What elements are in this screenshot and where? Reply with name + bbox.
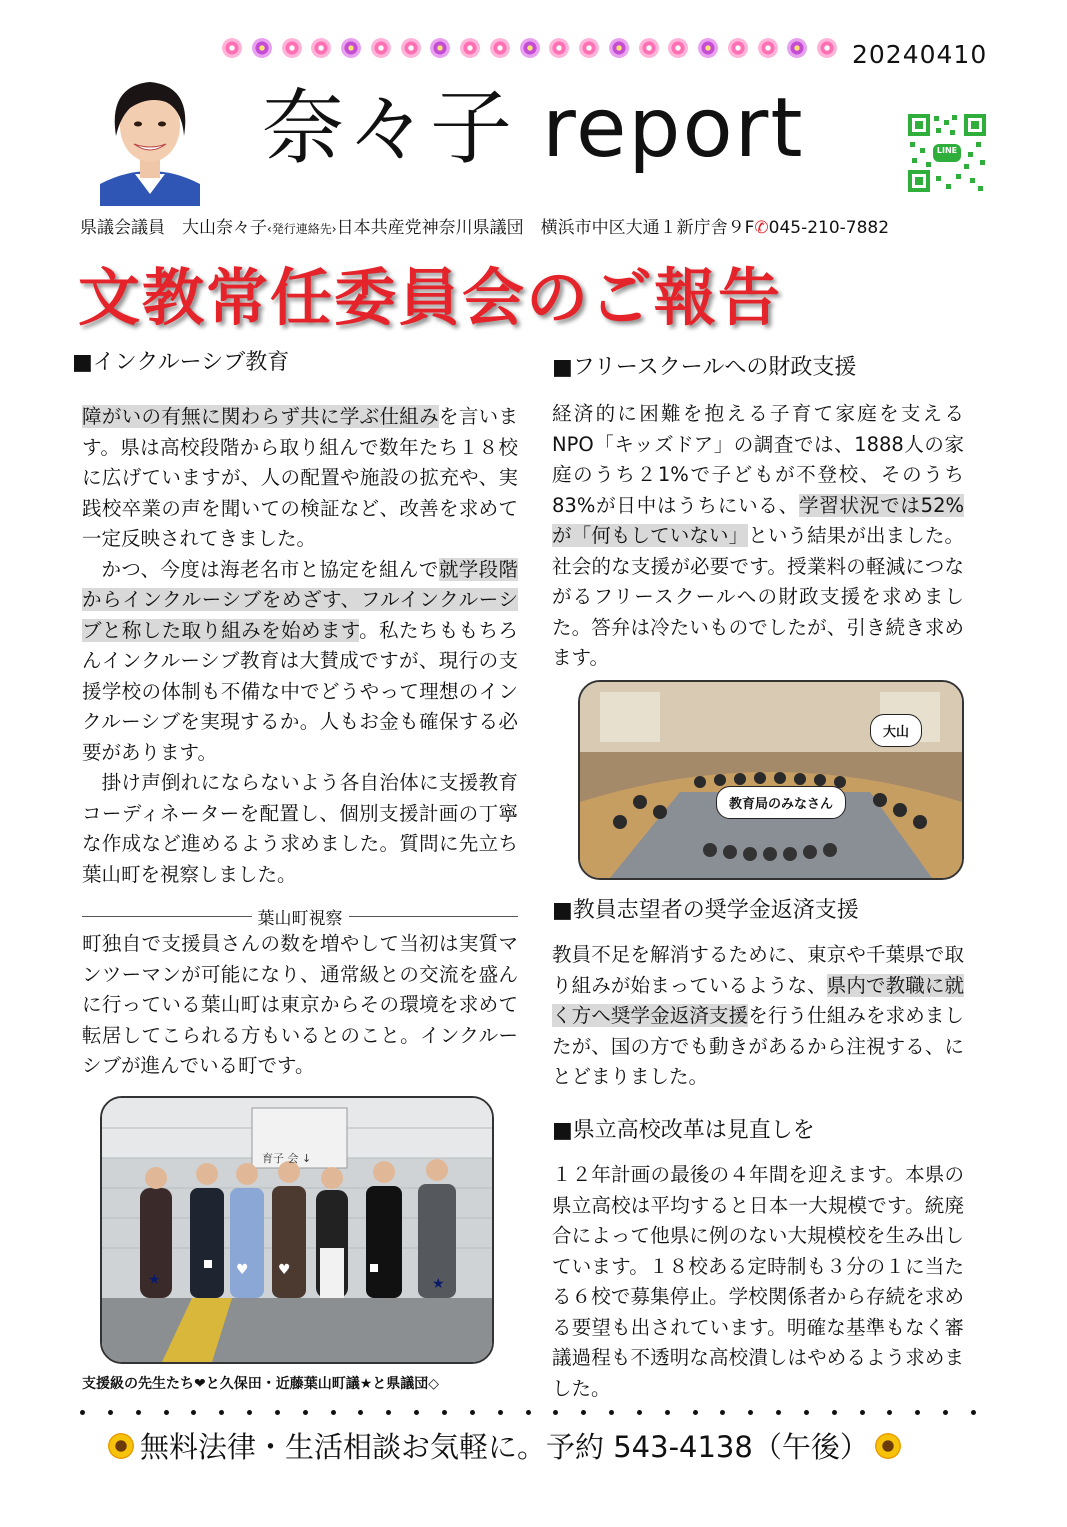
bubble-oyama: 大山 [870,714,922,747]
main-headline: 文教常任委員会のご報告 [78,261,783,334]
section-title-freeschool: ■フリースクールへの財政支援 [552,355,857,380]
freeschool-body [552,399,964,674]
flower-icon [758,38,778,58]
group-photo [100,1096,494,1364]
flower-icon [252,38,272,58]
highlight-text: 障がいの有無に関わらず共に学ぶ仕組み [82,405,439,428]
highschool-body: １２年計画の最後の４年間を迎えます。本県の県立高校は平均すると日本一大規模です。統廃合によって他県に例のない大規模校を生み出しています。１８校ある定時制も３分の１に当たる６校で募集停止。学校関係者から存続を求める要望も出されています。明確な基準もなく審議過程も不透明な高校潰しはやめるよう求めました。 [552,1163,964,1400]
heart-marker: ♥ [236,1262,249,1278]
issue-date: 20240410 [852,40,988,69]
inclusive-para-3: 掛け声倒れにならないよう各自治体に支援教育コーディネーターを配置し、個別支援計画の丁寧な作成など進めるよう求めました。質問に先立ち葉山町を視察しました。 [82,771,518,886]
star-marker: ★ [148,1272,161,1288]
highlight-text: 学習状況では52%が「何もしていない」 [552,493,965,547]
freeschool-para [552,399,964,674]
heart-marker: ♥ [278,1262,291,1278]
affiliation-org: 日本共産党神奈川県議団 横浜市中区大通１新庁舎９F [336,218,755,238]
phone-number: 045-210-7882 [768,218,890,238]
flower-icon [698,38,718,58]
flower-icon [549,38,569,58]
scholarship-body [552,940,964,1093]
flower-icon [222,38,242,58]
visit-text: 町独自で支援員さんの数を増やして当初は実質マンツーマンが可能になり、通常級との交流を盛んに行っている葉山町は東京からその環境を求めて転居してこられる方もいるとのこと。インクルーシブが進んでいる町です。 [82,932,518,1077]
inclusive-body [82,402,518,890]
section-title-highschool: ■県立高校改革は見直しを [552,1118,815,1143]
highlight-text: 県内で教職に就く方へ奨学金返済支援 [552,973,964,1027]
flower-icon [520,38,540,58]
affiliation-small: ‹発行連絡先› [267,222,337,236]
bubble-education-staff: 教育局のみなさん [716,786,846,819]
flower-icon [639,38,659,58]
photo-caption: 支援級の先生たち❤と久保田・近藤葉山町議★と県議団◇ [82,1376,440,1392]
footer-text: 無料法律・生活相談お気軽に。予約 543-4138（午後） [140,1430,869,1464]
flower-icon [460,38,480,58]
visit-title: 葉山町視察 [257,909,343,929]
affiliation-line [80,213,889,238]
footer-consultation [108,1425,901,1466]
newsletter-title: 奈々子 report [262,81,805,176]
scholarship-text-start: 教員不足を解消するために、東京や千葉県で取り組みが始まっているような、 [552,943,964,997]
flower-icon [341,38,361,58]
sunflower-icon [108,1433,134,1459]
committee-photo [578,680,964,880]
flower-icon [311,38,331,58]
section-title-scholarship: ■教員志望者の奨学金返済支援 [552,898,859,923]
flower-icon [401,38,421,58]
scholarship-text-rest: を行う仕組みを求めましたが、国の方でも動きがあるから注視する、にとどまりました。 [552,1004,964,1088]
scholarship-para [552,940,964,1093]
highlight-text: 就学段階からインクルーシブをめざす、フルインクルーシブと称した取り組みを始めます [82,557,518,642]
flower-icon [490,38,510,58]
section-title-inclusive: ■インクルーシブ教育 [72,350,290,375]
inclusive-para-1 [82,402,518,555]
flower-icon [817,38,837,58]
affiliation-role: 県議会議員 大山奈々子 [80,218,267,238]
freeschool-text-rest: という結果が出ました。社会的な支援が必要です。授業料の軽減につながるフリースクールへの財政支援を求めました。答弁は冷たいものでしたが、引き続き求めます。 [552,524,964,669]
qr-line-label: LINE [936,146,958,155]
visit-divider [82,904,518,929]
inclusive-para-2-rest: 。私たちももちろんインクルーシブ教育は大賛成ですが、現行の支援学校の体制も不備な中でどうやって理想のインクルーシブを実現するか。人もお金も確保する必要があります。 [82,618,518,764]
flower-icon [371,38,391,58]
flower-icon [579,38,599,58]
author-portrait [90,66,210,206]
star-marker: ★ [432,1276,445,1292]
line-qr-code[interactable] [906,112,988,194]
divider-line [82,916,252,917]
dotted-separator [80,1407,976,1417]
freeschool-text-start: 経済的に困難を抱える子育て家庭を支えるNPO「キッズドア」の調査では、1888人の家庭のうち２1%で子どもが不登校、そのうち83%が日中はうちにいる、 [552,402,964,517]
inclusive-para-2-start: かつ、今度は海老名市と協定を組んで [101,557,439,581]
phone-icon: ✆ [754,218,769,238]
flower-icon [728,38,748,58]
flower-icon [668,38,688,58]
flower-icon [609,38,629,58]
flower-icon [787,38,807,58]
inclusive-para-2 [82,555,518,769]
photo-sign: 育子 会 ↓ [262,1152,312,1165]
sunflower-icon [875,1433,901,1459]
flower-icon [282,38,302,58]
inclusive-para-1-rest: を言います。県は高校段階から取り組んで数年たち１８校に広げていますが、人の配置や施設の拡充や、実践校卒業の声を聞いての検証など、改善を求めて一定反映されてきました。 [82,405,518,550]
flower-icon [430,38,450,58]
divider-line [349,916,519,917]
flower-border [222,34,837,62]
